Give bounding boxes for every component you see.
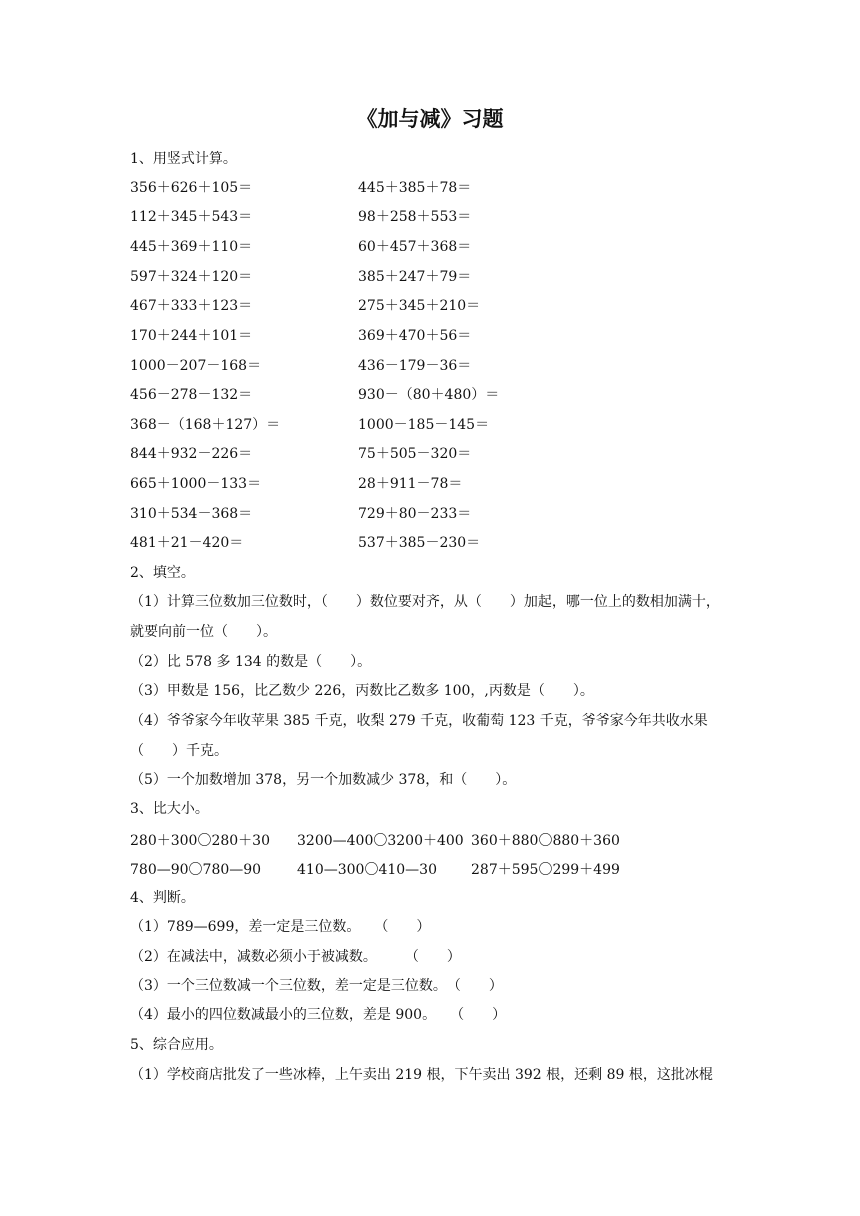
section-4-heading: 4、判断。 [130,890,195,906]
compare-item: 3200—400〇3200＋400 [297,833,464,849]
section-1-heading: 1、用竖式计算。 [130,151,237,167]
calc-item: 1000－185－145＝ [358,417,490,433]
application-item: （1）学校商店批发了一些冰棒，上午卖出 219 根，下午卖出 392 根，还剩 89 根，这批冰棍 [130,1067,713,1083]
calc-item: 356＋626＋105＝ [130,180,253,196]
calc-item: 481＋21－420＝ [130,535,244,551]
section-2-heading: 2、填空。 [130,565,195,581]
calc-item: 456－278－132＝ [130,387,253,403]
calc-item: 275＋345＋210＝ [358,298,481,314]
compare-item: 287＋595〇299＋499 [471,862,620,878]
calc-item: 170＋244＋101＝ [130,328,253,344]
calc-item: 729＋80－233＝ [358,506,472,522]
calc-item: 98＋258＋553＝ [358,209,472,225]
calc-item: 60＋457＋368＝ [358,239,472,255]
page-title: 《加与减》习题 [356,107,504,131]
calc-item: 310＋534－368＝ [130,506,253,522]
judge-item: （1）789—699，差一定是三位数。 （ ） [130,919,431,935]
calc-item: 385＋247＋79＝ [358,269,472,285]
fill-blank-item: （1）计算三位数加三位数时，（ ）数位要对齐，从（ ）加起，哪一位上的数相加满十，就要向前一位（ ）。 [130,594,720,640]
calc-item: 844＋932－226＝ [130,446,253,462]
calc-item: 445＋369＋110＝ [130,239,253,255]
calc-item: 28＋911－78＝ [358,476,463,492]
fill-blank-item: （2）比 578 多 134 的数是（ ）。 [130,654,372,670]
compare-item: 780—90〇780—90 [130,862,262,878]
section-3-heading: 3、比大小。 [130,801,209,817]
calc-item: 665＋1000－133＝ [130,476,262,492]
calc-item: 537＋385－230＝ [358,535,481,551]
judge-item: （4）最小的四位数减最小的三位数，差是 900。 （ ） [130,1007,507,1023]
calc-item: 368－（168＋127）＝ [130,417,281,433]
calc-item: 1000－207－168＝ [130,358,262,374]
calc-item: 75＋505－320＝ [358,446,472,462]
compare-item: 280＋300〇280＋30 [130,833,270,849]
calc-item: 112＋345＋543＝ [130,209,253,225]
calc-item: 930－（80＋480）＝ [358,387,500,403]
calc-item: 445＋385＋78＝ [358,180,472,196]
section-5-heading: 5、综合应用。 [130,1037,223,1053]
fill-blank-item: （4）爷爷家今年收苹果 385 千克，收梨 279 千克，收葡萄 123 千克，爷爷家今年共收水果（ ）千克。 [130,713,708,759]
compare-item: 360＋880〇880＋360 [471,833,620,849]
calc-item: 597＋324＋120＝ [130,269,253,285]
calc-item: 369＋470＋56＝ [358,328,472,344]
fill-blank-item: （5）一个加数增加 378，另一个加数减少 378，和（ ）。 [130,772,517,788]
calc-item: 467＋333＋123＝ [130,298,253,314]
judge-item: （2）在减法中，减数必须小于被减数。 （ ） [130,949,461,965]
judge-item: （3）一个三位数减一个三位数，差一定是三位数。 （ ） [130,978,503,994]
calc-item: 436－179－36＝ [358,358,472,374]
compare-item: 410—300〇410—30 [297,862,437,878]
fill-blank-item: （3）甲数是 156，比乙数少 226，丙数比乙数多 100，,丙数是（ ）。 [130,683,594,699]
